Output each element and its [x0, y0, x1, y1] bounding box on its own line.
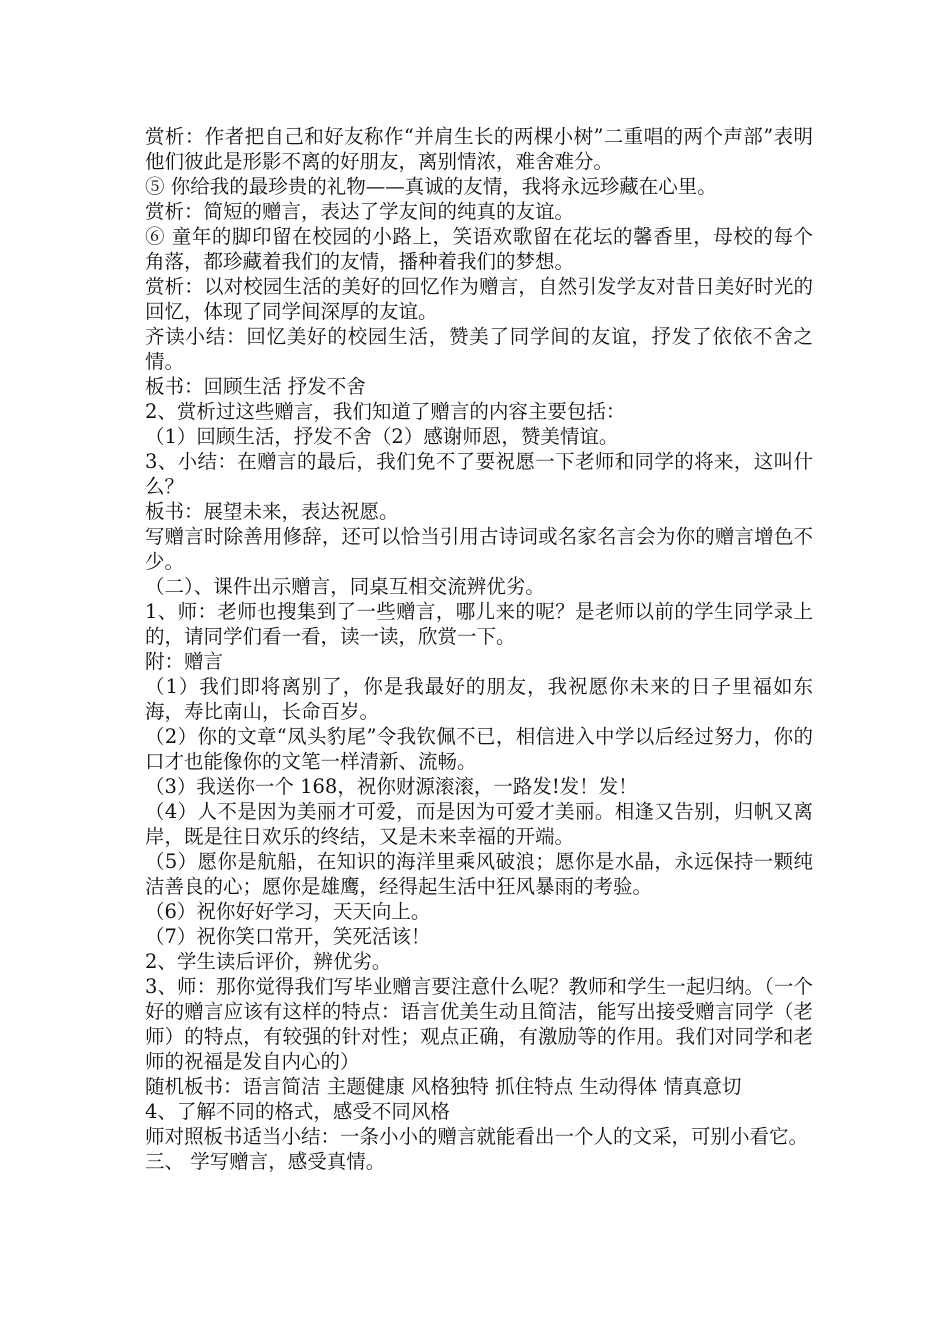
paragraph-summary-reading: 齐读小结：回忆美好的校园生活，赞美了同学间的友谊，抒发了依依不舍之情。 [145, 325, 813, 373]
paragraph-example-3: （3）我送你一个 168，祝你财源滚滚，一路发!发！发！ [145, 775, 638, 798]
paragraph-example-6: （6）祝你好好学习，天天向上。 [145, 900, 431, 923]
paragraph-analysis-1: 赏析：作者把自己和好友称作“并肩生长的两棵小树”二重唱的两个声部”表明他们彼此是形影不离的好朋友，离别情浓，难舍难分。 [145, 125, 813, 173]
paragraph-teacher-summary: 师对照板书适当小结：一条小小的赠言就能看出一个人的文采，可别小看它。 [145, 1125, 809, 1148]
paragraph-section-two: （二）、课件出示赠言，同桌互相交流辨优劣。 [145, 575, 545, 598]
document-body [145, 124, 813, 1174]
paragraph-step-3: 3、小结：在赠言的最后，我们免不了要祝愿一下老师和同学的将来，这叫什么？ [145, 450, 813, 498]
paragraph-board-2: 板书：展望未来，表达祝愿。 [145, 500, 399, 523]
paragraph-appendix-title: 附：赠言 [145, 650, 224, 673]
paragraph-section-three: 三、 学写赠言，感受真情。 [145, 1150, 386, 1173]
paragraph-quote-5: ⑤ 你给我的最珍贵的礼物——真诚的友情，我将永远珍藏在心里。 [145, 175, 717, 198]
paragraph-step-2: 2、赏析过这些赠言，我们知道了赠言的内容主要包括： [145, 400, 626, 423]
paragraph-analysis-6: 赏析：以对校园生活的美好的回忆作为赠言，自然引发学友对昔日美好时光的回忆，体现了同学间深厚的友谊。 [145, 275, 813, 323]
paragraph-example-5: （5）愿你是航船，在知识的海洋里乘风破浪；愿你是水晶，永远保持一颗纯洁善良的心；愿你是雄鹰，经得起生活中狂风暴雨的考验。 [145, 850, 813, 898]
paragraph-writing-tip: 写赠言时除善用修辞，还可以恰当引用古诗词或名家名言会为你的赠言增色不少。 [145, 525, 813, 573]
paragraph-content-points: （1）回顾生活，抒发不舍（2）感谢师恩，赞美情谊。 [145, 425, 619, 448]
paragraph-example-1: （1）我们即将离别了，你是我最好的朋友，我祝愿你未来的日子里福如东海，寿比南山，长命百岁。 [145, 675, 813, 723]
paragraph-analysis-5: 赏析：简短的赠言，表达了学友间的纯真的友谊。 [145, 200, 575, 223]
paragraph-teacher-1: 1、师：老师也搜集到了一些赠言，哪儿来的呢？是老师以前的学生同学录上的，请同学们看一看，读一读，欣赏一下。 [145, 600, 813, 648]
paragraph-evaluate: 2、学生读后评价，辨优劣。 [145, 950, 392, 973]
paragraph-example-7: （7）祝你笑口常开，笑死活该！ [145, 925, 431, 948]
paragraph-teacher-3: 3、师：那你觉得我们写毕业赠言要注意什么呢？教师和学生一起归纳。（一个好的赠言应该有这样的特点：语言优美生动且简洁，能写出接受赠言同学（老师）的特点，有较强的针对性；观点正确，有激励等的作用。我们对同学和老师的祝福是发自内心的） [145, 975, 813, 1073]
paragraph-example-2: （2）你的文章“凤头豹尾”令我钦佩不已，相信进入中学以后经过努力，你的口才也能像你的文笔一样清新、流畅。 [145, 725, 813, 773]
paragraph-step-4: 4、了解不同的格式，感受不同风格 [145, 1100, 450, 1123]
paragraph-board-1: 板书：回顾生活 抒发不舍 [145, 375, 366, 398]
paragraph-example-4: （4）人不是因为美丽才可爱，而是因为可爱才美丽。相逢又告别，归帆又离岸，既是往日欢乐的终结，又是未来幸福的开端。 [145, 800, 813, 848]
paragraph-quote-6: ⑥ 童年的脚印留在校园的小路上，笑语欢歌留在花坛的馨香里，母校的每个角落，都珍藏着我们的友情，播种着我们的梦想。 [145, 225, 813, 273]
paragraph-board-random: 随机板书：语言简洁 主题健康 风格独特 抓住特点 生动得体 情真意切 [145, 1075, 742, 1098]
